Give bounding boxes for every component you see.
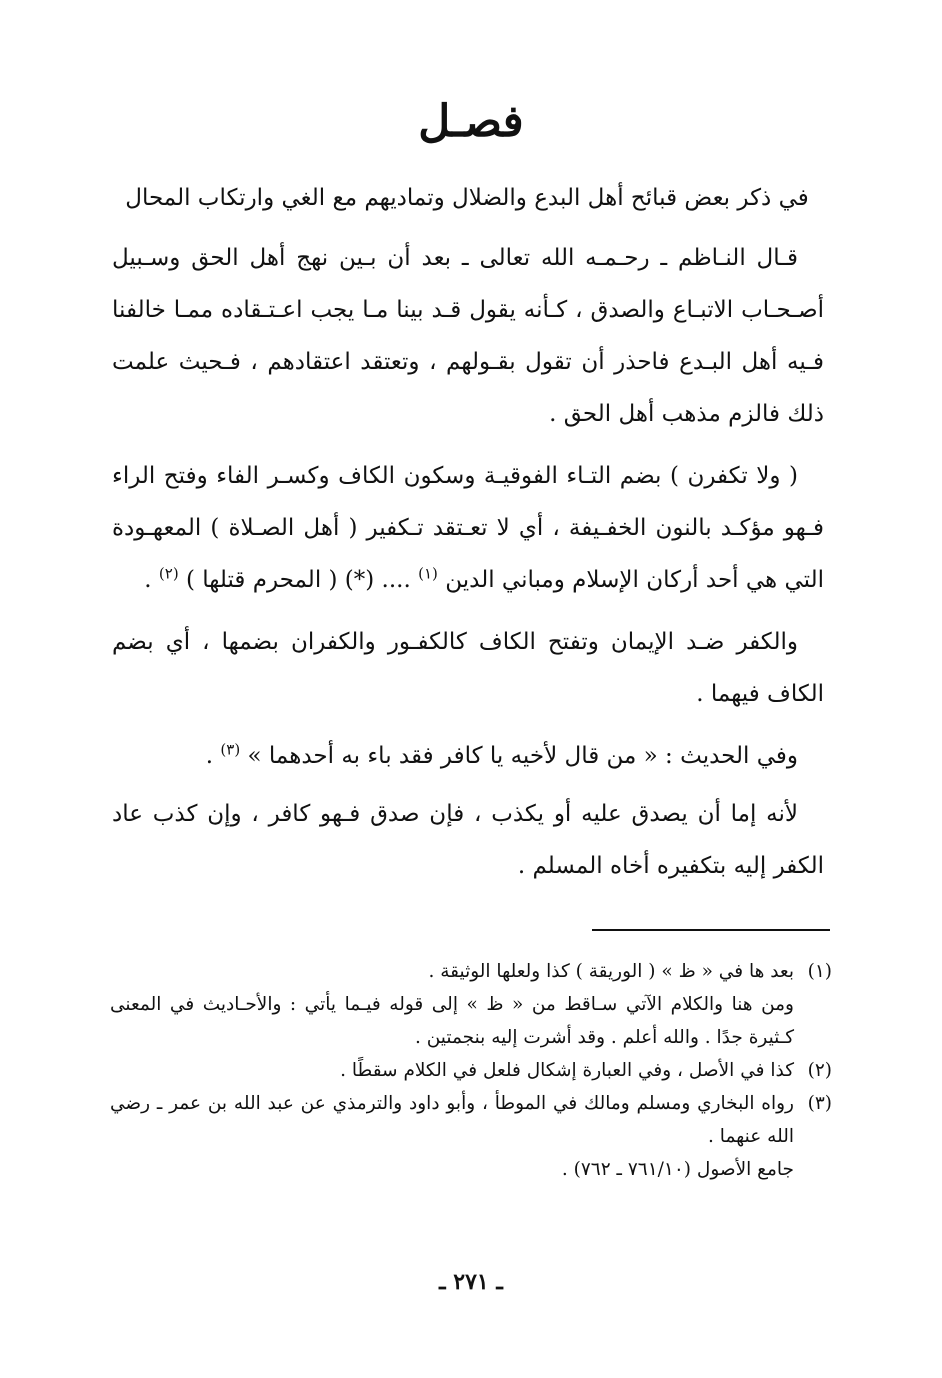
paragraph-2-end: . xyxy=(144,567,159,593)
section-heading: فصـل xyxy=(418,96,524,147)
paragraph-4-end: . xyxy=(205,743,221,769)
paragraph-1: قـال النـاظم ـ رحـمـه الله تعالى ـ بعد أن بـين نهج أهل الحق وسـبيل أصـحـاب الاتبـاع والصدق ، كـأنه يقول قـد بينا مـا يجب اعـتـقاده ممـا خالفنا فـيه أهل البـدع فاحذر أن تقول بقـولهم ، وتعتقد اعتقادهم ، فـحيث علمت ذلك فالزم مذهب أهل الحق . xyxy=(112,245,824,427)
footnote-3-number: (٣) xyxy=(807,1093,832,1114)
paragraph-3: والكفر ضـد الإيمان وتفتح الكاف كالكفـور والكفران بضمها ، أي بضم الكاف فيهما . xyxy=(112,629,824,707)
footnote-ref-3: (٣) xyxy=(220,740,241,759)
footnote-3-continuation: جامع الأصول (٧٦١/١٠ ـ ٧٦٢) . xyxy=(561,1159,794,1180)
footnote-3-text: رواه البخاري ومسلم ومالك في الموطأ ، وأبو داود والترمذي عن عبد الله بن عمر ـ رضي الله عنهما . xyxy=(110,1093,794,1147)
main-text xyxy=(112,232,824,902)
paragraph-4 xyxy=(112,730,824,782)
paragraph-2-mid: .... (*) ( المحرم قتلها ) xyxy=(178,567,419,593)
footnotes xyxy=(110,955,832,1186)
footnote-1 xyxy=(110,955,832,988)
footnote-2-text: كذا في الأصل ، وفي العبارة إشكال فلعل في الكلام سقطًا . xyxy=(340,1060,794,1081)
paragraph-5: لأنه إما أن يصدق عليه أو يكذب ، فإن صدق فـهو كافر ، وإن كذب عاد الكفر إليه بتكفيره أخاه المسلم . xyxy=(112,801,824,879)
paragraph-2-text: ( ولا تكفرن ) بضم التـاء الفوقيـة وسكون الكاف وكسـر الفاء وفتح الراء فـهو مؤكـد بالنون الخفـيفة ، أي لا تعـتقد تـكفير ( أهل الصـلاة ) المعهـودة التي هي أحد أركان الإسلام ومباني الدين xyxy=(112,463,824,593)
footnote-1-number: (١) xyxy=(807,961,832,982)
footnote-divider xyxy=(592,929,830,931)
footnote-ref-1: (١) xyxy=(418,564,438,583)
footnote-ref-2: (٢) xyxy=(158,564,179,583)
footnote-2-number: (٢) xyxy=(807,1060,832,1081)
footnote-3 xyxy=(110,1087,832,1153)
footnote-1-continuation: ومن هنا والكلام الآتي سـاقط من « ظ » إلى قوله فيـما يأتي : والأحـاديث في المعنى كـثيرة جدًا . والله أعلم . وقد أشرت إليه بنجمتين . xyxy=(110,994,794,1048)
paragraph-2 xyxy=(112,450,824,606)
section-subtitle: في ذكر بعض قبائح أهل البدع والضلال وتماديهم مع الغي وارتكاب المحال xyxy=(125,185,809,211)
paragraph-4-text: وفي الحديث : « من قال لأخيه يا كافر فقد باء به أحدهما » xyxy=(247,743,798,769)
footnote-1-text: بعد ها في « ظ » ( الوريقة ) كذا ولعلها الوثيقة . xyxy=(428,961,794,982)
page-number: ـ ٢٧١ ـ xyxy=(439,1269,503,1295)
footnote-2 xyxy=(110,1054,832,1087)
